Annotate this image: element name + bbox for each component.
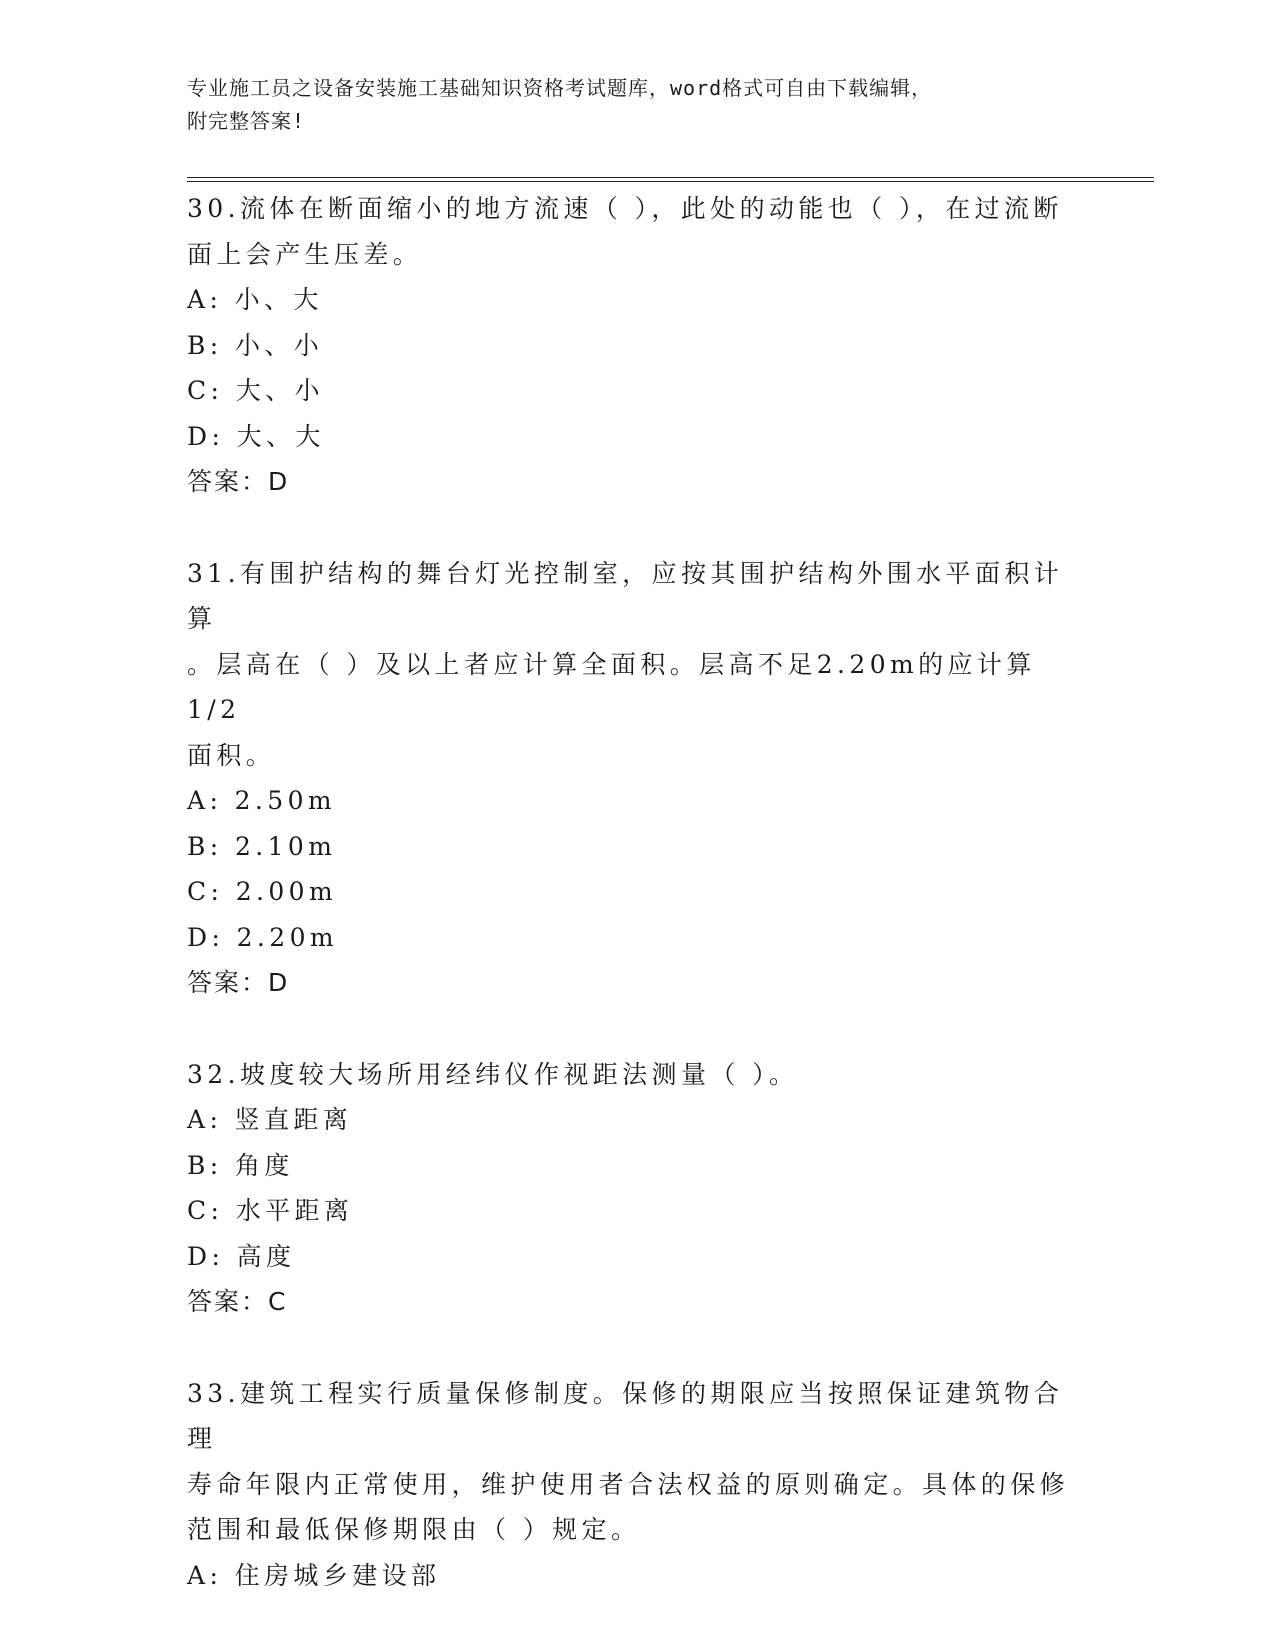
option-a: A: 2.50m (187, 786, 336, 815)
option-a: A: 竖直距离 (187, 1105, 353, 1134)
answer-line: 答案：D (187, 968, 290, 997)
question-stem-line: 面积。 (187, 740, 276, 770)
question-list (187, 186, 1087, 1644)
header-divider-bottom (187, 181, 1154, 182)
option-c: C: 大、小 (187, 376, 324, 405)
question-31 (187, 551, 1087, 1006)
question-30 (187, 186, 1087, 505)
question-stem-line: 31.有围护结构的舞台灯光控制室，应按其围护结构外围水平面积计算 (187, 558, 1064, 633)
question-stem-line: 30.流体在断面缩小的地方流速（ ），此处的动能也（ ），在过流断 (187, 194, 1063, 223)
question-stem-line: 面上会产生压差。 (187, 239, 423, 269)
option-c: C: 2.00m (187, 877, 338, 906)
option-d: D: 高度 (187, 1241, 296, 1271)
option-a: A: 住房城乡建设部 (187, 1560, 441, 1590)
option-c: C: 水平距离 (187, 1196, 354, 1225)
answer-line: 答案：D (187, 467, 290, 496)
option-a: A: 小、大 (187, 285, 323, 314)
question-stem-line: 。层高在（ ）及以上者应计算全面积。层高不足2.20m的应计算1/2 (187, 649, 1036, 724)
document-header (187, 72, 1087, 138)
header-line-1: 专业施工员之设备安装施工基础知识资格考试题库，word格式可自由下载编辑， (187, 76, 933, 100)
question-stem-line: 范围和最低保修期限由（ ）规定。 (187, 1515, 641, 1544)
option-d: D: 2.20m (187, 922, 338, 952)
header-line-2: 附完整答案! (187, 109, 306, 133)
question-stem-line: 32.坡度较大场所用经纬仪作视距法测量（ ）。 (187, 1059, 799, 1089)
question-33 (187, 1371, 1087, 1599)
question-stem-line: 寿命年限内正常使用，维护使用者合法权益的原则确定。具体的保修 (187, 1469, 1070, 1499)
option-b: B: 2.10m (187, 831, 337, 861)
option-d: D: 大、大 (187, 421, 325, 451)
header-divider-top (187, 177, 1154, 178)
question-stem-line: 33.建筑工程实行质量保修制度。保修的期限应当按照保证建筑物合理 (187, 1378, 1064, 1453)
question-32 (187, 1052, 1087, 1325)
option-b: B: 角度 (187, 1150, 294, 1180)
option-b: B: 小、小 (187, 330, 324, 360)
answer-line: 答案：C (187, 1287, 288, 1316)
